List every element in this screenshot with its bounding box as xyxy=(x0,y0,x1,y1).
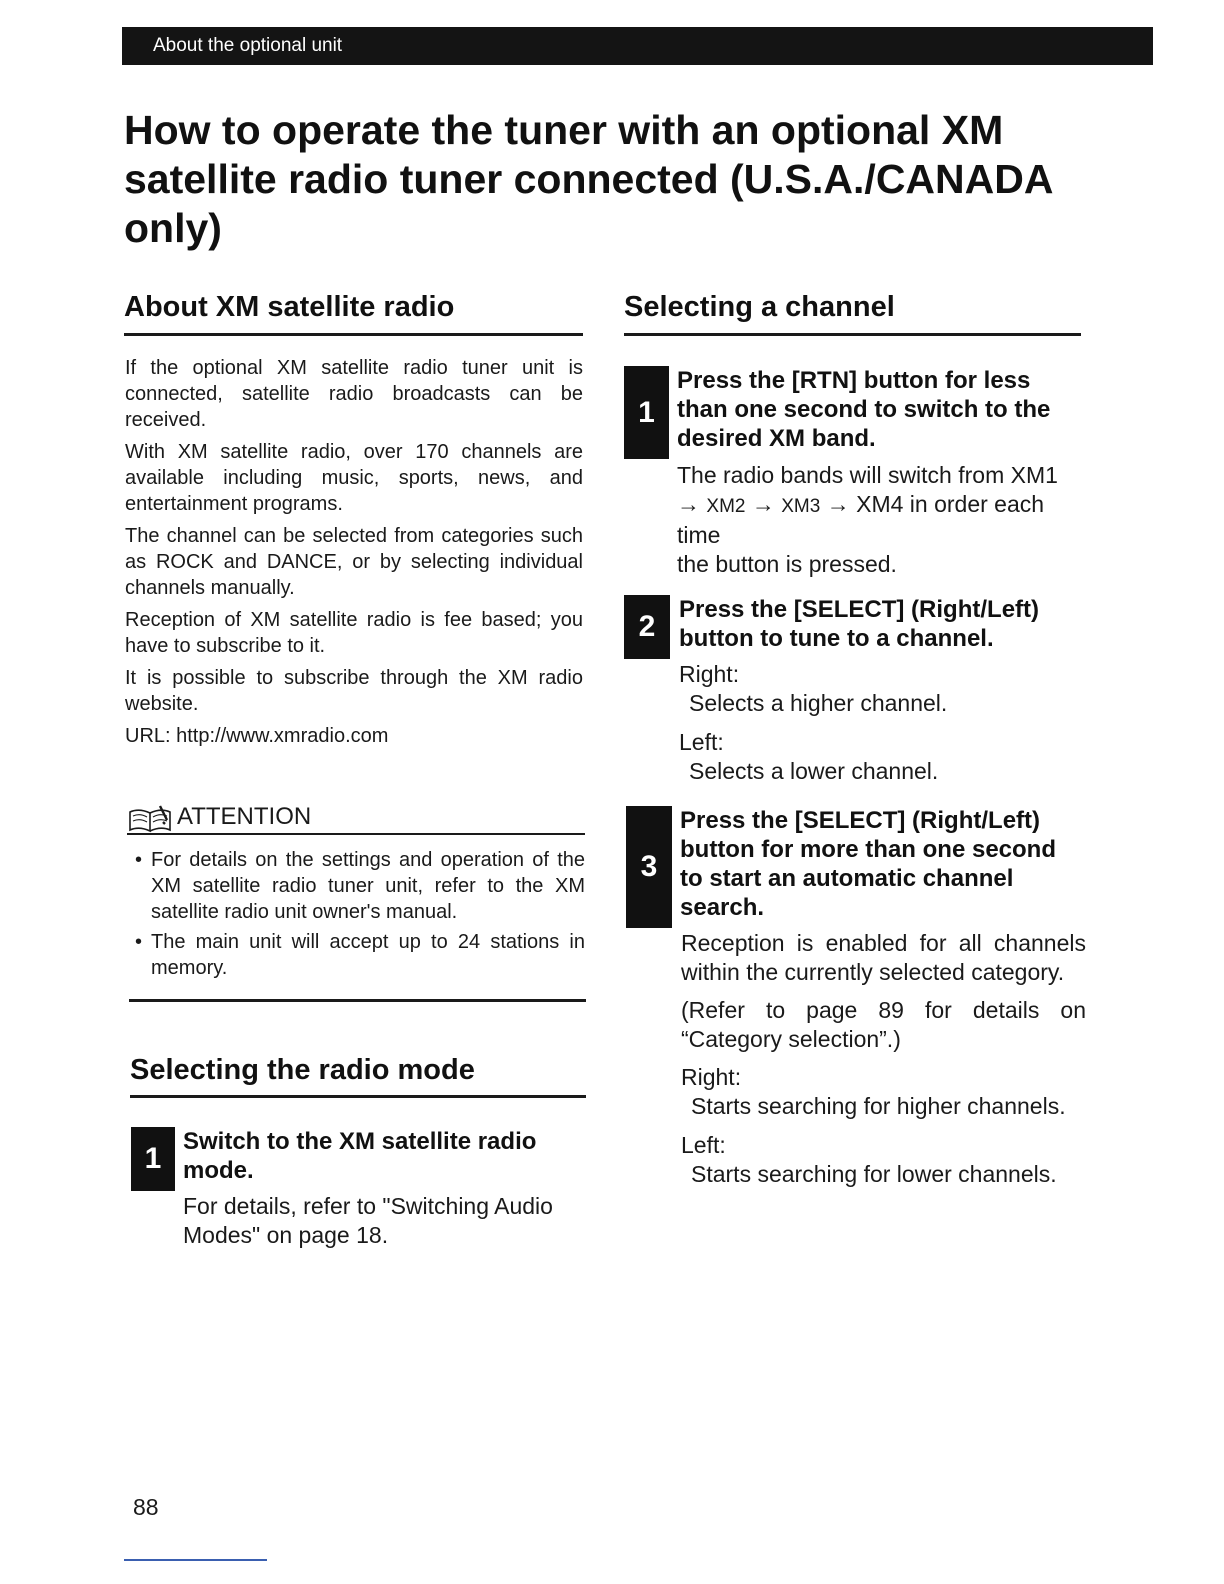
step-body-text: For details, refer to "Switching Audio Modes" on page 18. xyxy=(183,1193,553,1248)
step-body-text: Reception is enabled for all channels within the currently selected category. xyxy=(681,930,1086,985)
right-label: Right: xyxy=(679,661,740,687)
attention-box xyxy=(127,800,585,985)
step-body xyxy=(679,660,1084,796)
step-body-text: time xyxy=(677,522,721,548)
step-number-badge: 2 xyxy=(624,595,670,659)
about-xm-body xyxy=(125,355,583,755)
step-body xyxy=(681,929,1086,1199)
about-url: URL: http://www.xmradio.com xyxy=(125,725,389,747)
right-description: Selects a higher channel. xyxy=(689,690,948,716)
band-xm2: XM2 xyxy=(706,496,746,517)
step-body-text: (Refer to page 89 for details on “Category selection”.) xyxy=(681,997,1086,1052)
step-heading: Press the [RTN] button for less than one second to switch to the desired XM band. xyxy=(677,367,1051,452)
left-description: Selects a lower channel. xyxy=(689,758,939,784)
attention-list xyxy=(127,847,585,981)
about-paragraph: If the optional XM satellite radio tuner unit is connected, satellite radio broadcasts can be received. xyxy=(125,357,583,431)
attention-label: ATTENTION xyxy=(177,803,312,830)
band-xm4: XM4 in order each xyxy=(856,491,1045,517)
step-number-badge: 1 xyxy=(624,366,669,459)
selecting-channel-rule xyxy=(624,333,1081,336)
band-sequence xyxy=(677,490,1082,521)
step-body xyxy=(183,1192,588,1259)
attention-item: • For details on the settings and operation of the XM satellite radio tuner unit, refer to the XM satellite radio unit owner's manual. xyxy=(127,847,585,925)
selecting-channel-heading: Selecting a channel xyxy=(624,291,895,323)
page-title: How to operate the tuner with an optional XM satellite radio tuner connected (U.S.A./CANADA only) xyxy=(124,107,1052,251)
radio-mode-heading: Selecting the radio mode xyxy=(130,1054,475,1086)
about-paragraph: With XM satellite radio, over 170 channels are available including music, sports, news, and entertainment programs. xyxy=(125,441,583,515)
attention-header xyxy=(127,800,585,835)
attention-bottom-rule xyxy=(129,999,586,1002)
section-header-bar xyxy=(122,27,1153,65)
about-paragraph: The channel can be selected from categories such as ROCK and DANCE, or by selecting individual channels manually. xyxy=(125,525,583,599)
right-description: Starts searching for higher channels. xyxy=(691,1093,1066,1119)
page-number: 88 xyxy=(133,1494,159,1520)
band-xm3: XM3 xyxy=(781,496,821,517)
step-number-badge: 3 xyxy=(626,806,672,928)
left-label: Left: xyxy=(679,729,724,755)
arrow-icon: → xyxy=(751,491,775,517)
right-label: Right: xyxy=(681,1064,742,1090)
about-paragraph: It is possible to subscribe through the XM radio website. xyxy=(125,667,583,715)
left-description: Starts searching for lower channels. xyxy=(691,1161,1057,1187)
step-body xyxy=(677,461,1082,579)
section-label: About the optional unit xyxy=(153,35,343,56)
radio-mode-rule xyxy=(130,1095,586,1098)
about-xm-rule xyxy=(124,333,583,336)
book-icon xyxy=(127,804,175,834)
about-xm-heading: About XM satellite radio xyxy=(124,291,455,323)
footer-line xyxy=(124,1559,267,1561)
step-body-text: the button is pressed. xyxy=(677,551,897,577)
step-heading: Press the [SELECT] (Right/Left) button for more than one second to start an automatic channel search. xyxy=(680,807,1056,921)
step-body-text: The radio bands will switch from XM1 xyxy=(677,462,1058,488)
attention-item: • The main unit will accept up to 24 stations in memory. xyxy=(127,929,585,981)
left-label: Left: xyxy=(681,1132,726,1158)
step-heading: Press the [SELECT] (Right/Left) button to tune to a channel. xyxy=(679,596,1040,652)
step-heading: Switch to the XM satellite radio mode. xyxy=(183,1128,537,1184)
about-paragraph: Reception of XM satellite radio is fee based; you have to subscribe to it. xyxy=(125,609,583,657)
arrow-icon: → xyxy=(826,491,850,517)
step-number-badge: 1 xyxy=(131,1127,175,1191)
arrow-icon: → xyxy=(677,491,700,517)
